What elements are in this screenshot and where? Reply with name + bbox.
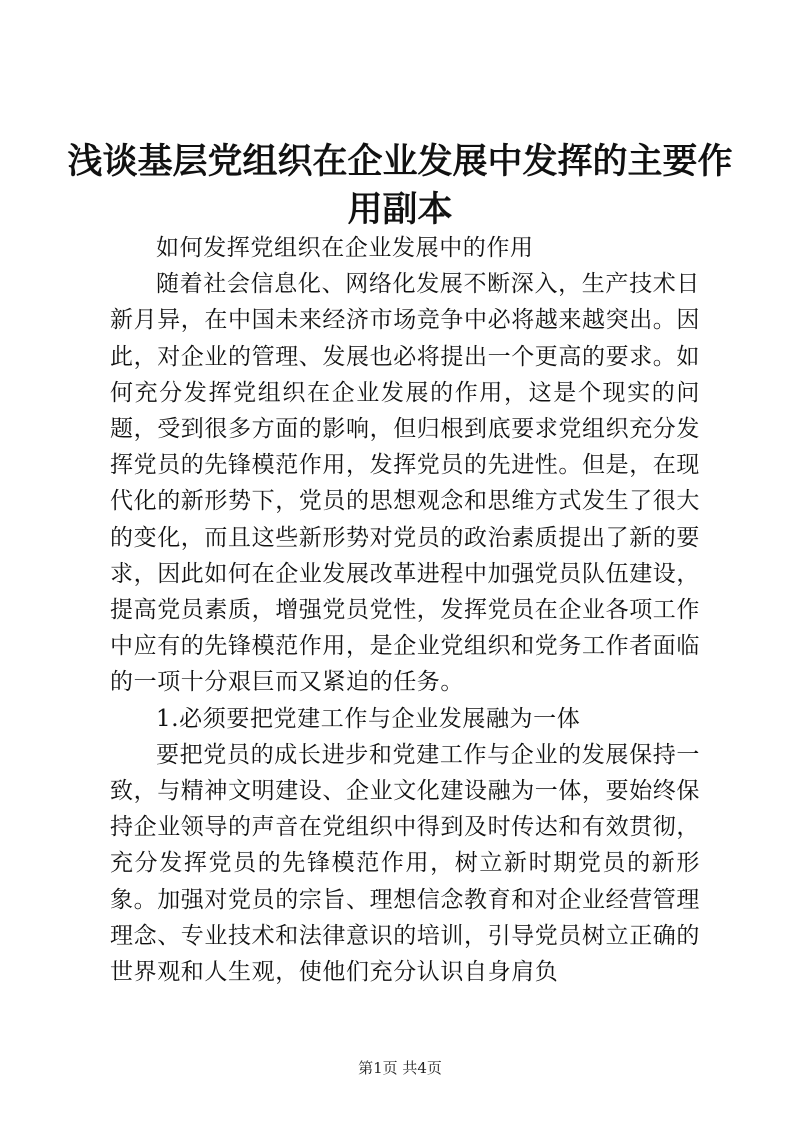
- paragraph-section-body: 要把党员的成长进步和党建工作与企业的发展保持一致，与精神文明建设、企业文化建设融为一体，要始终保持企业领导的声音在党组织中得到及时传达和有效贯彻，充分发挥党员的先锋模范作用，树立新时期党员的新形象。加强对党员的宗旨、理想信念教育和对企业经营管理理念、专业技术和法律意识的培训，引导党员树立正确的世界观和人生观，使他们充分认识自身肩负: [110, 741, 700, 986]
- document-title: 浅谈基层党组织在企业发展中发挥的主要作用副本: [67, 141, 733, 230]
- document-body: [110, 230, 700, 990]
- paragraph-intro: 随着社会信息化、网络化发展不断深入，生产技术日新月异，在中国未来经济市场竞争中必将越来越突出。因此，对企业的管理、发展也必将提出一个更高的要求。如何充分发挥党组织在企业发展的作用，这是个现实的问题，受到很多方面的影响，但归根到底要求党组织充分发挥党员的先锋模范作用，发挥党员的先进性。但是，在现代化的新形势下，党员的思想观念和思维方式发生了很大的变化，而且这些新形势对党员的政治素质提出了新的要求，因此如何在企业发展改革进程中加强党员队伍建设，提高党员素质，增强党员党性，发挥党员在企业各项工作中应有的先锋模范作用，是企业党组织和党务工作者面临的一项十分艰巨而又紧迫的任务。: [110, 271, 700, 696]
- paragraph-subheading: 如何发挥党组织在企业发展中的作用: [156, 235, 534, 261]
- paragraph-section-heading: 1.必须要把党建工作与企业发展融为一体: [156, 705, 581, 732]
- page-footer: 第1页 共4页: [358, 1059, 442, 1077]
